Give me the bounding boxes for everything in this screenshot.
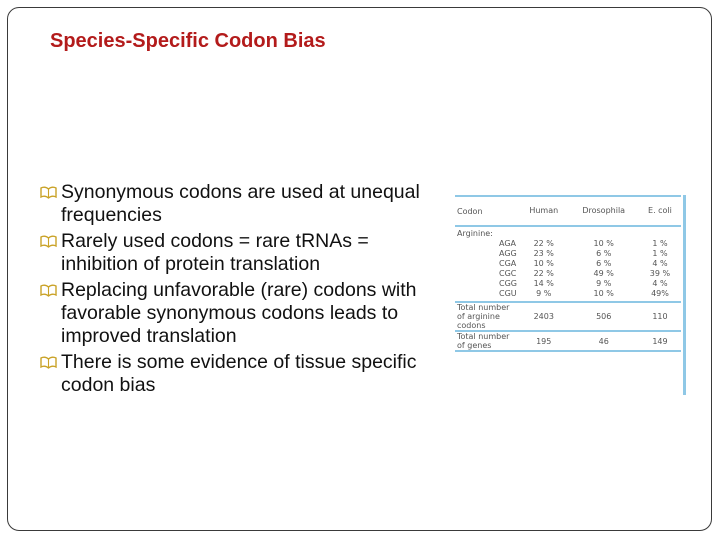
table-header-row bbox=[455, 196, 681, 226]
bullet-text: Rarely used codons = rare tRNAs = inhibition of protein translation bbox=[61, 230, 369, 275]
table-row-total-genes bbox=[455, 331, 681, 351]
ecoli-values bbox=[639, 226, 681, 302]
book-icon bbox=[40, 355, 57, 369]
total-codons-drosophila: 506 bbox=[569, 302, 639, 331]
total-genes-drosophila: 46 bbox=[569, 331, 639, 351]
total-codons-label: Total number of arginine codons bbox=[455, 302, 519, 331]
book-icon bbox=[40, 283, 57, 297]
codon-table-figure bbox=[455, 195, 686, 395]
value-cell: 22 % bbox=[533, 239, 554, 248]
bullet-item bbox=[40, 230, 440, 276]
codon-name: CGA bbox=[499, 259, 517, 268]
value-cell: 49% bbox=[651, 289, 669, 298]
value-cell: 4 % bbox=[652, 279, 668, 288]
value-cell: 49 % bbox=[593, 269, 614, 278]
drosophila-values bbox=[569, 226, 639, 302]
value-cell: 22 % bbox=[533, 269, 554, 278]
bullet-text: Replacing unfavorable (rare) codons with favorable synonymous codons leads to improved translation bbox=[61, 279, 417, 347]
bullet-text: Synonymous codons are used at unequal frequencies bbox=[61, 181, 420, 226]
header-ecoli: E. coli bbox=[639, 196, 681, 226]
bullet-item bbox=[40, 351, 440, 397]
group-label: Arginine: bbox=[457, 229, 493, 238]
total-codons-human: 2403 bbox=[519, 302, 569, 331]
arginine-cell bbox=[455, 226, 519, 302]
codon-usage-table bbox=[455, 195, 681, 352]
value-cell: 6 % bbox=[596, 249, 612, 258]
codon-name: CGC bbox=[499, 269, 517, 278]
value-cell: 4 % bbox=[652, 259, 668, 268]
slide-title: Species-Specific Codon Bias bbox=[50, 30, 326, 52]
human-values bbox=[519, 226, 569, 302]
codon-name: CGG bbox=[499, 279, 517, 288]
table-side-rule bbox=[683, 195, 686, 395]
total-codons-ecoli: 110 bbox=[639, 302, 681, 331]
total-genes-ecoli: 149 bbox=[639, 331, 681, 351]
table-row-total-codons bbox=[455, 302, 681, 331]
header-human: Human bbox=[519, 196, 569, 226]
value-cell: 14 % bbox=[533, 279, 554, 288]
total-genes-human: 195 bbox=[519, 331, 569, 351]
value-cell: 9 % bbox=[536, 289, 552, 298]
header-drosophila: Drosophila bbox=[569, 196, 639, 226]
bullet-text: There is some evidence of tissue specific codon bias bbox=[61, 351, 417, 396]
bullet-item bbox=[40, 279, 440, 348]
value-cell: 10 % bbox=[593, 239, 614, 248]
value-cell: 39 % bbox=[649, 269, 671, 278]
book-icon bbox=[40, 234, 57, 248]
total-genes-label: Total number of genes bbox=[455, 331, 519, 351]
value-cell: 10 % bbox=[593, 289, 614, 298]
codon-name: CGU bbox=[499, 289, 517, 298]
value-cell: 6 % bbox=[596, 259, 612, 268]
value-cell: 1 % bbox=[652, 249, 668, 258]
bullet-item bbox=[40, 181, 440, 227]
header-codon: Codon bbox=[455, 196, 519, 226]
book-icon bbox=[40, 185, 57, 199]
value-cell: 1 % bbox=[652, 239, 668, 248]
value-cell: 23 % bbox=[533, 249, 554, 258]
codon-name: AGA bbox=[499, 239, 517, 248]
value-cell: 9 % bbox=[596, 279, 612, 288]
table-row-arginine bbox=[455, 226, 681, 302]
codon-name: AGG bbox=[499, 249, 517, 258]
codon-list bbox=[457, 239, 517, 299]
bullet-list bbox=[40, 181, 440, 400]
value-cell: 10 % bbox=[533, 259, 554, 268]
